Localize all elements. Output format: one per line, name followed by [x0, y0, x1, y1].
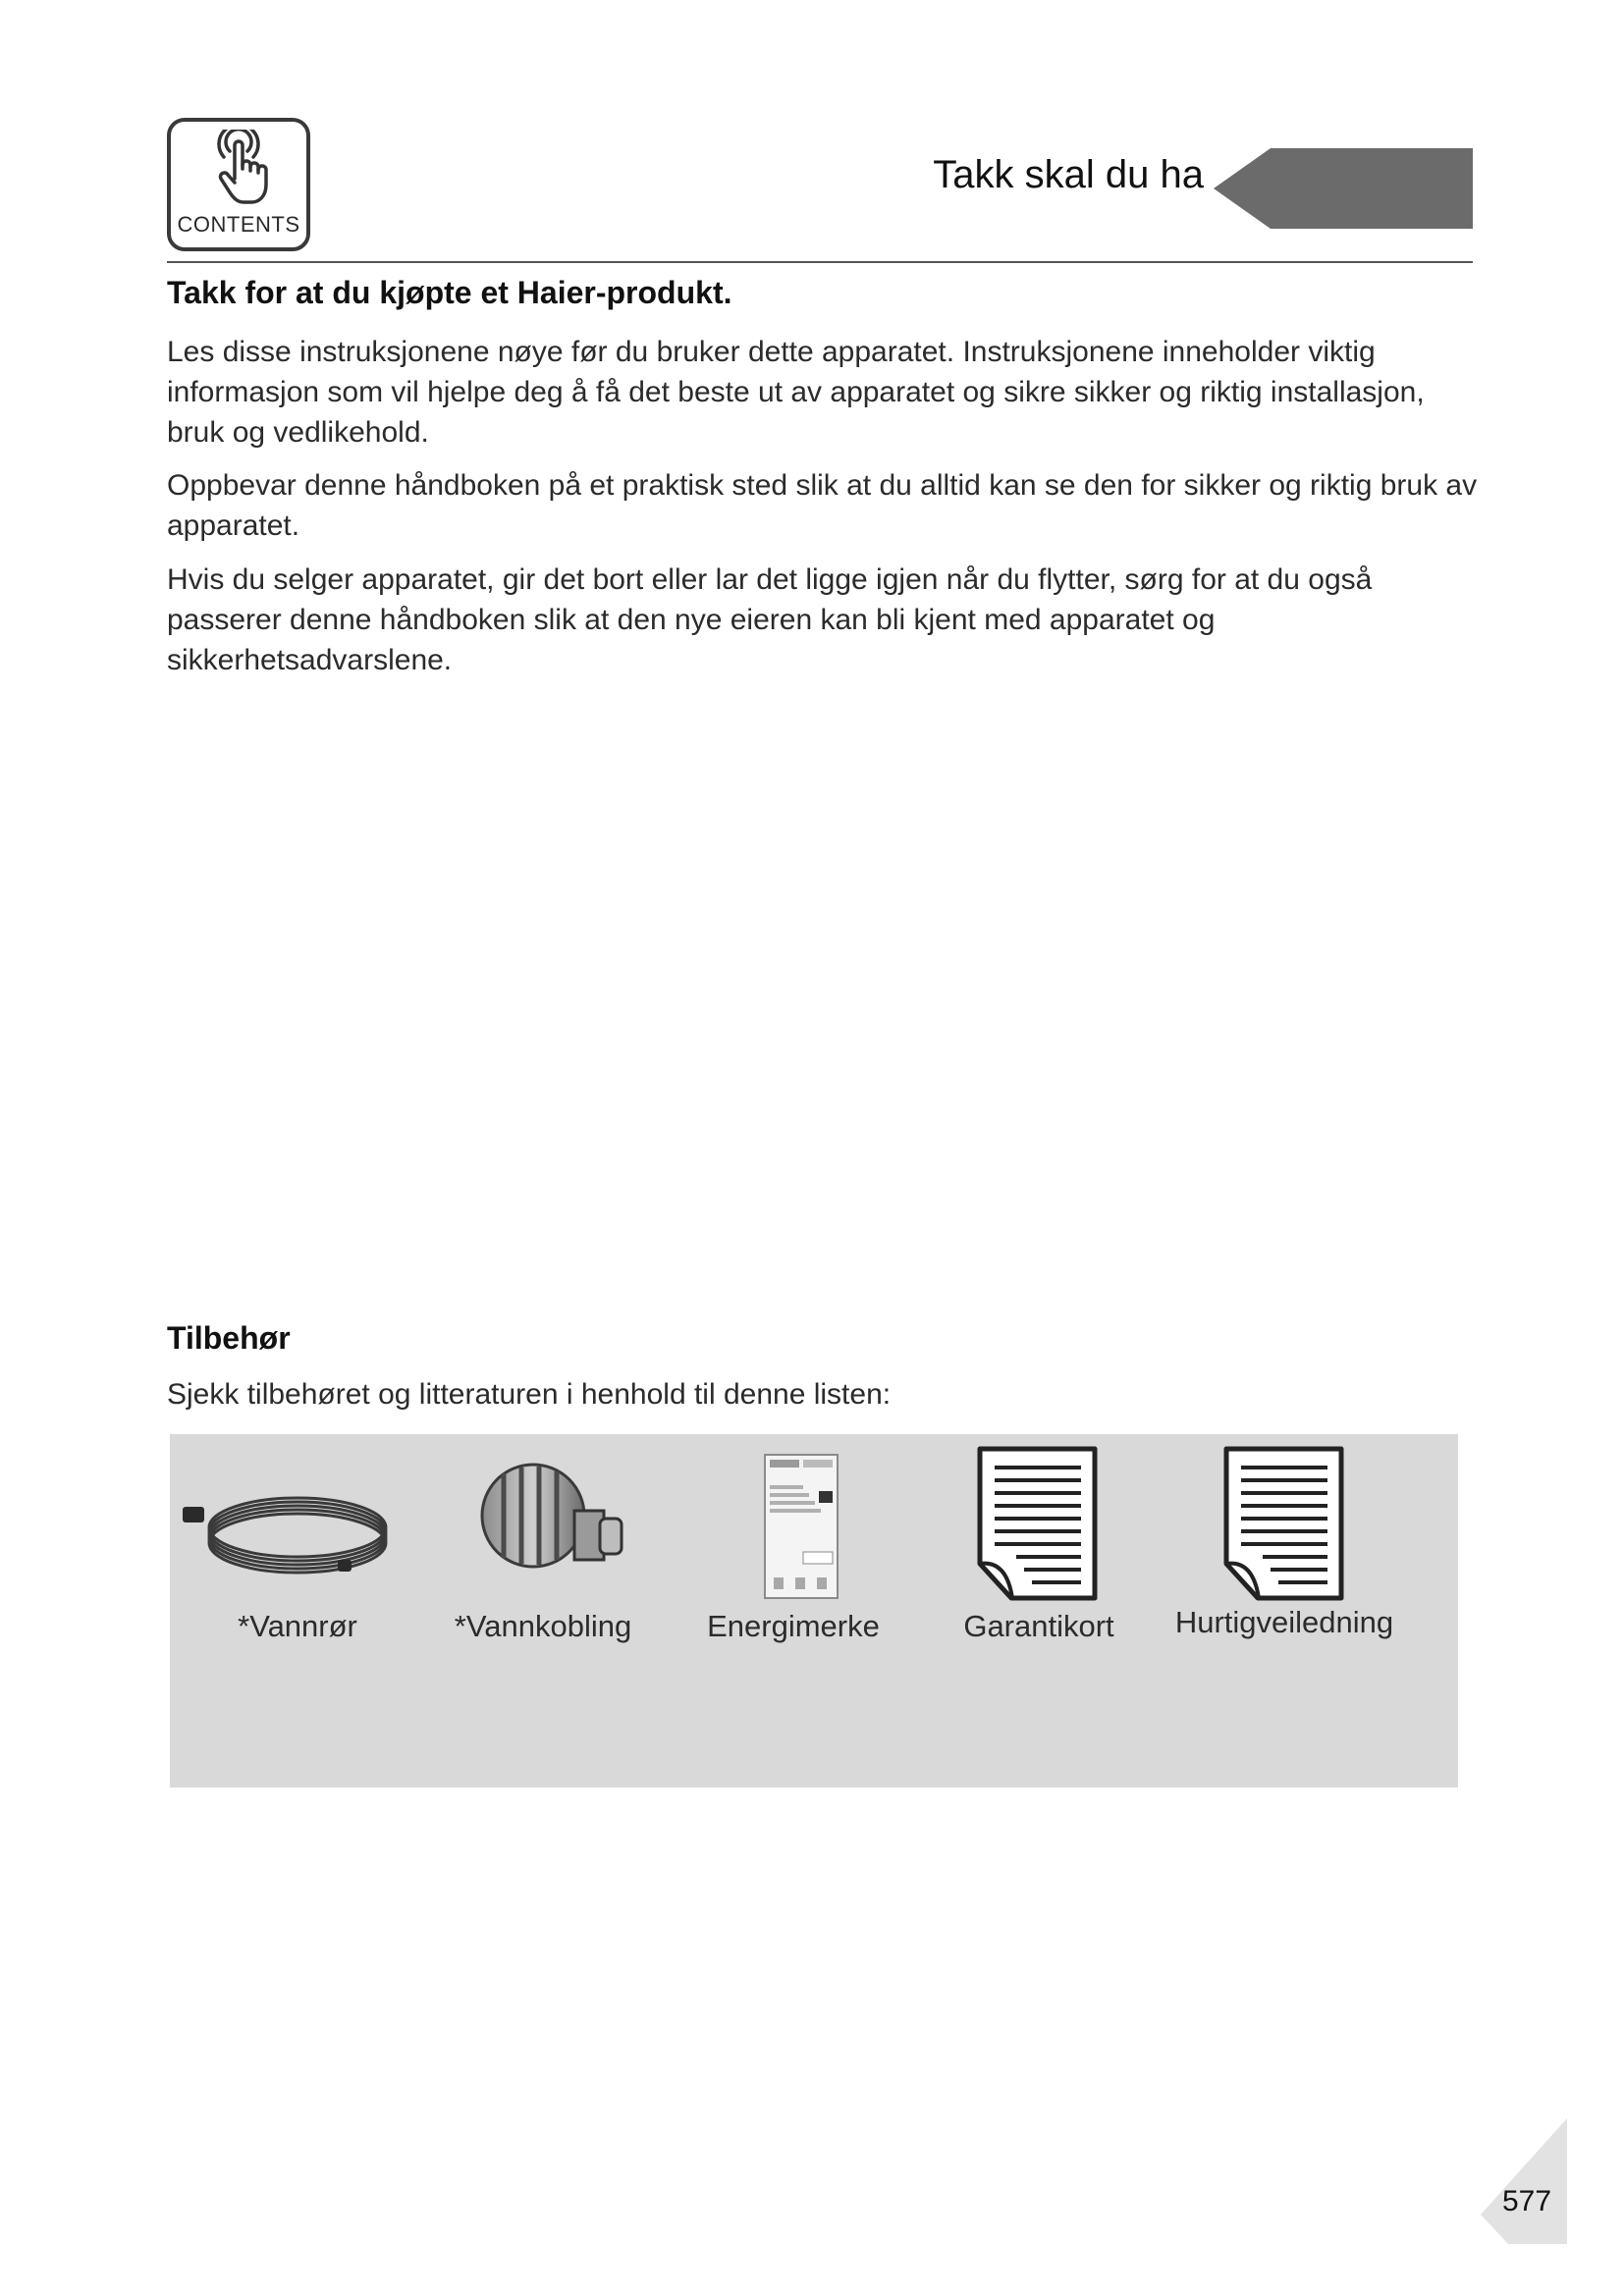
accessories-heading: Tilbehør — [167, 1320, 291, 1356]
intro-paragraph-3: Hvis du selger apparatet, gir det bort eller lar det ligge igjen når du flytter, sørg for at du også passerer denne håndboken slik at den nye eieren kan bli kjent med apparatet og sikkerhetsadvarslene. — [167, 563, 1373, 676]
accessory-label: Energimerke — [707, 1609, 880, 1643]
accessory-item — [916, 1434, 1162, 1788]
accessory-item — [1162, 1434, 1407, 1788]
intro-paragraph-1: Les disse instruksjonene nøye før du bruker dette apparatet. Instruksjonene inneholder viktig informasjon som vil hjelpe deg å få det beste ut av apparatet og sikre sikker og riktig installasjon, bruk og vedlikehold. — [167, 336, 1425, 449]
accessory-item — [175, 1434, 420, 1788]
accessory-label: Hurtigveiledning — [1174, 1605, 1394, 1639]
touch-hand-icon — [208, 130, 277, 206]
energy-label-icon — [764, 1454, 839, 1601]
water-connector-icon — [474, 1452, 641, 1599]
contents-button[interactable] — [167, 118, 310, 251]
warranty-card-icon — [977, 1446, 1099, 1603]
page-number: 577 — [1501, 2185, 1552, 2217]
intro-paragraph-2: Oppbevar denne håndboken på et praktisk sted slik at du alltid kan se den for sikker og riktig bruk av apparatet. — [167, 469, 1478, 542]
quick-guide-icon — [1223, 1446, 1345, 1603]
accessory-label: *Vannkobling — [454, 1609, 632, 1643]
header-divider — [167, 261, 1473, 263]
contents-label: CONTENTS — [177, 212, 300, 237]
accessory-item — [420, 1434, 666, 1788]
page-corner-shape — [1481, 2118, 1567, 2244]
water-hose-icon — [175, 1473, 401, 1581]
section-title: Takk skal du ha — [933, 153, 1204, 196]
accessory-item — [671, 1434, 916, 1788]
accessory-label: Garantikort — [963, 1609, 1114, 1643]
accessories-description: Sjekk tilbehøret og litteraturen i henhold til denne listen: — [167, 1378, 892, 1411]
section-tab-marker — [1214, 148, 1473, 229]
accessory-label: *Vannrør — [238, 1609, 357, 1643]
intro-heading: Takk for at du kjøpte et Haier-produkt. — [167, 275, 732, 310]
